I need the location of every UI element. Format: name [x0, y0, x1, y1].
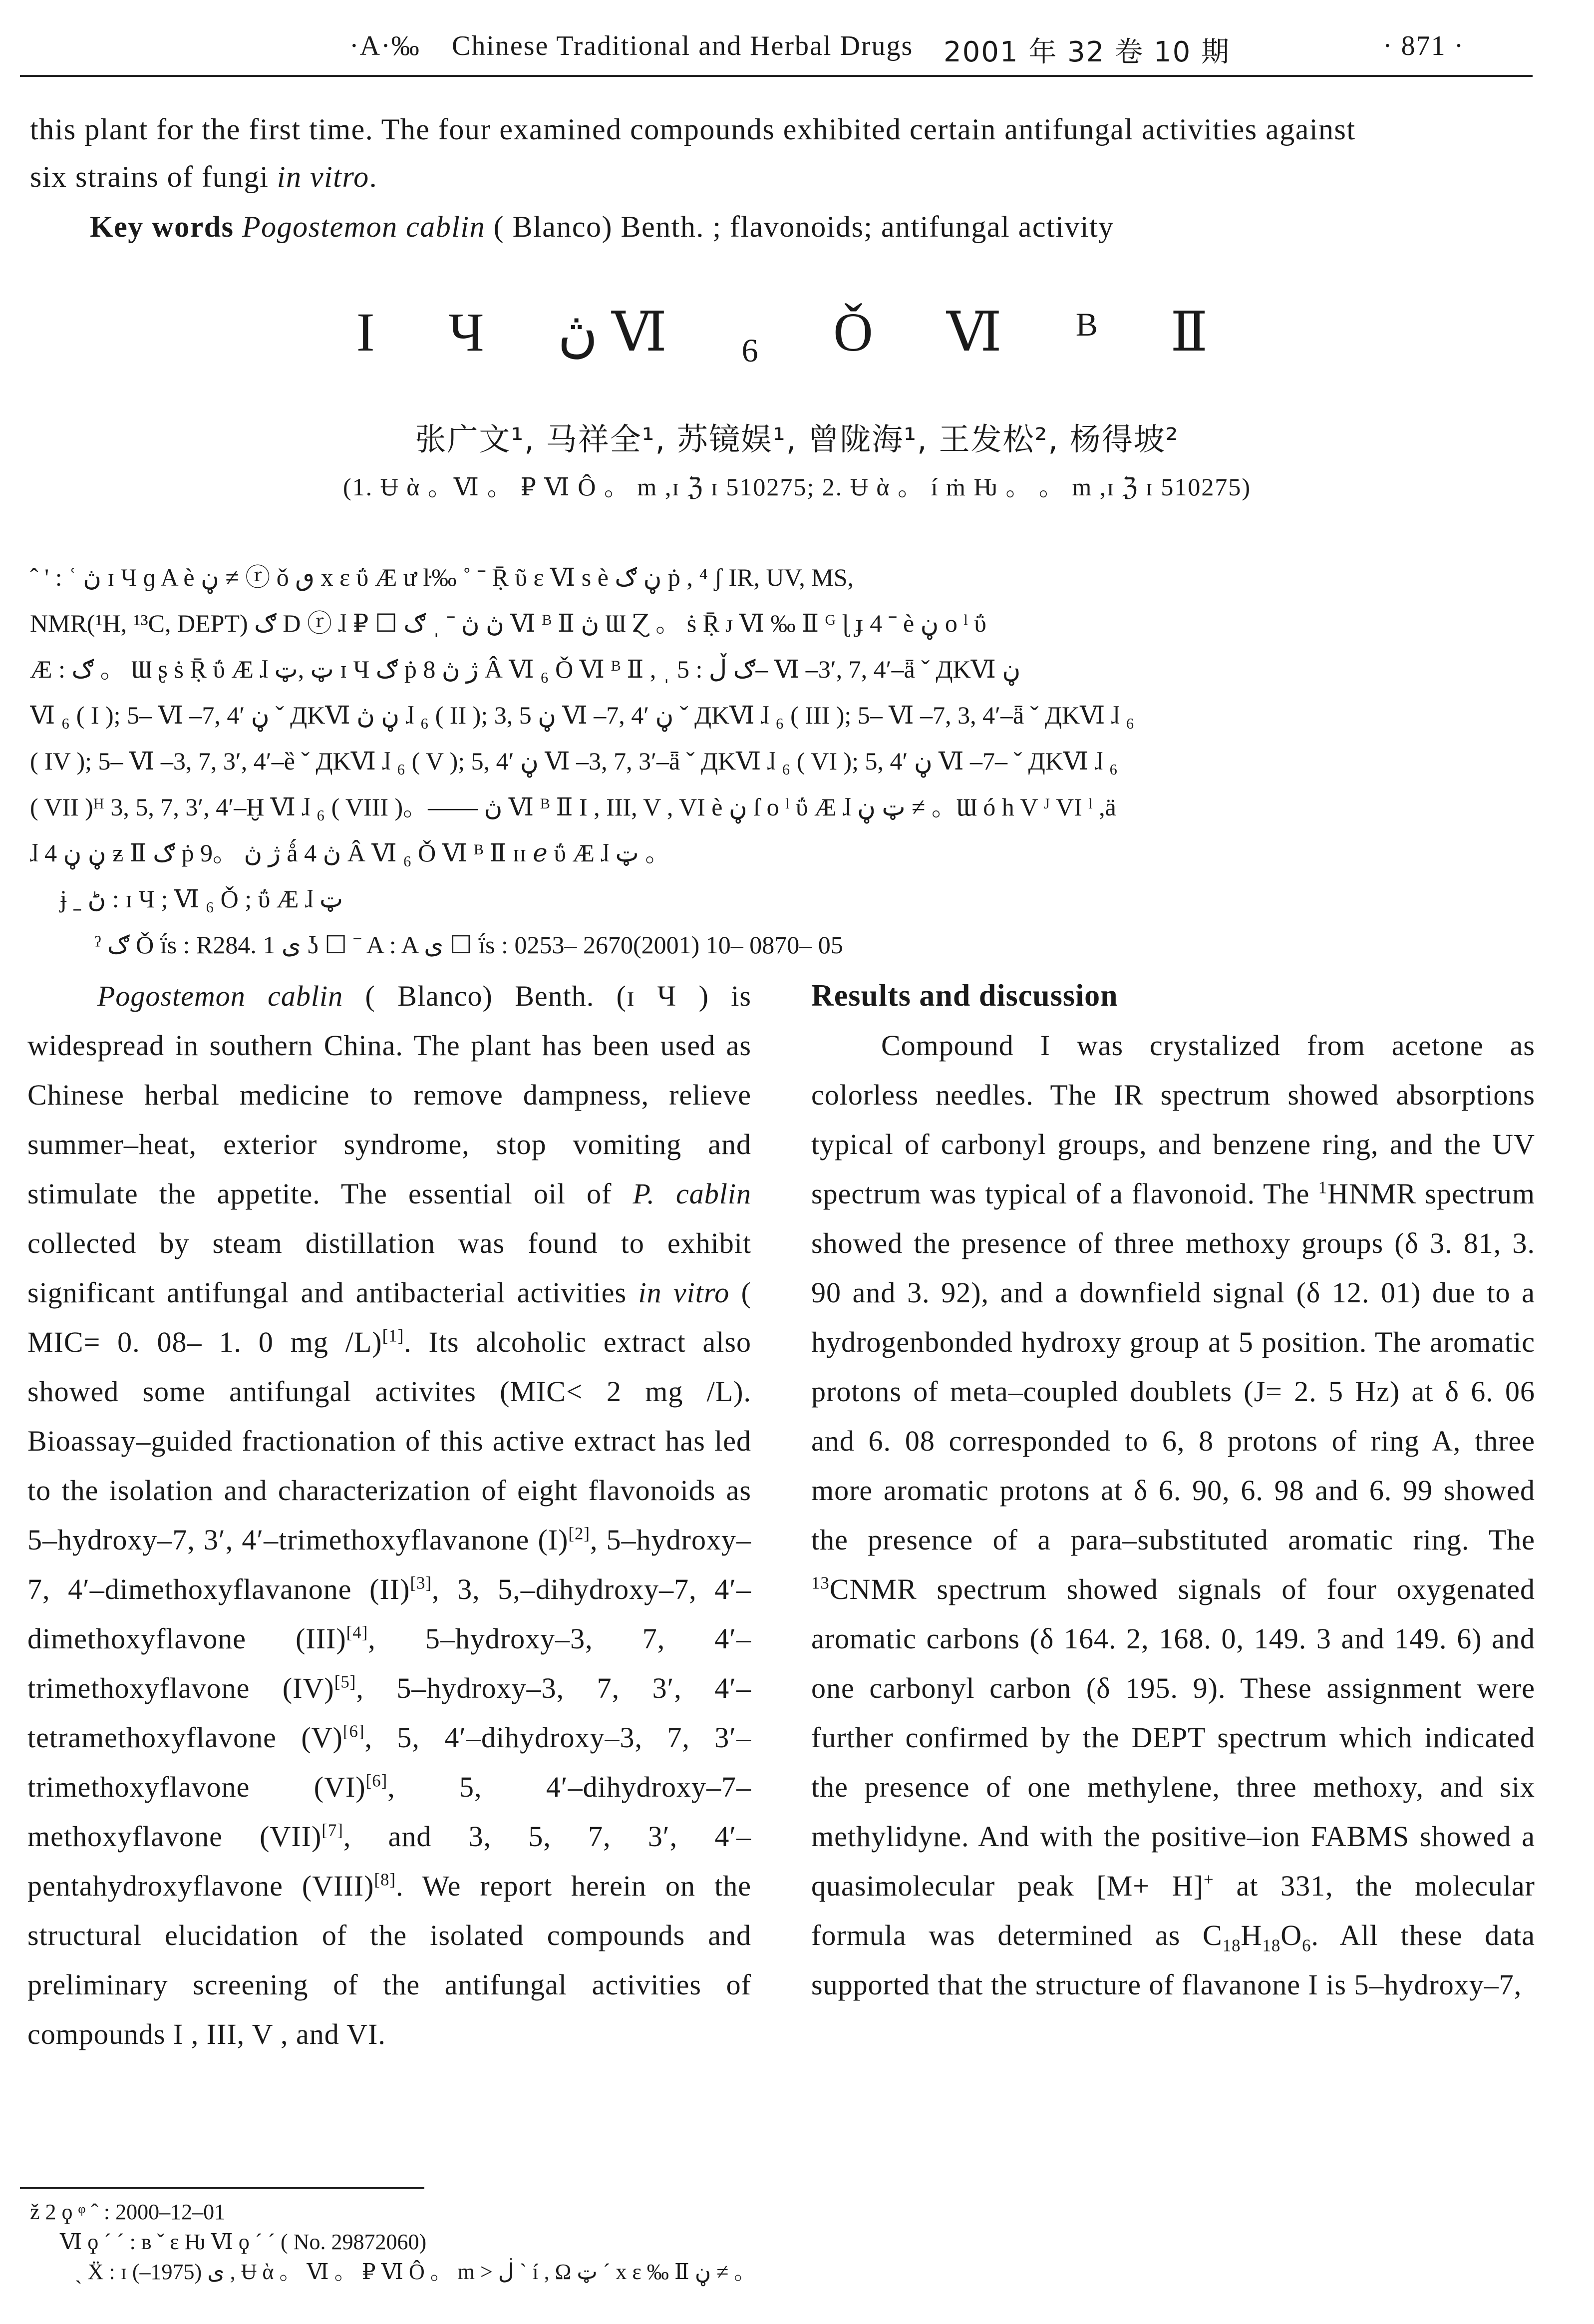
citation: [5]	[334, 1672, 356, 1692]
affiliation: (1. Ʉ ὰ 。Ⅵ 。 ₽ Ⅵ Ô 。 m ,ɪ ℨ ɪ 510275; 2. Ʉ ὰ 。 í ṁ Ƕ 。 。 m ,ɪ ℨ ɪ 510275)	[342, 473, 1252, 501]
abstract-line: ˆ ' : ʿ ڽ ɪ Ч ɡ A è ڼ ≠ ⓡ ǒ ٯ x ε ΰ Æ ư ŀ‰ ˚ ˉ Ṝ ῦ ɛ Ⅵ s è ڼ ګ ṗ , ⁴ ʃ IR, UV, MS,	[30, 563, 854, 591]
results-paragraph: Compound I was crystalized from acetone as colorless needles. The IR spectrum showed absorptions typical of carbonyl groups, and benzene ring, and the UV spectrum was typical of a flavonoid. The $^1$HNMR spectrum showed the presence of three methoxy groups (δ 3. 81, 3. 90 and 3. 92), and a downfield signal (δ 12. 01) due to a hydrogenbonded hydroxy group at 5 position. The aromatic protons of meta–coupled doublets (J= 2. 5 Hz) at δ 6. 06 and 6. 08 corresponded to 6, 8 protons of ring A, three more aromatic protons at δ 6. 90, 6. 98 and 6. 99 showed the presence of a para–substituted aromatic ring. The $^{13}$CNMR spectrum showed signals of four oxygenated aromatic carbons (δ 164. 2, 168. 0, 149. 3 and 149. 6) and one carbonyl carbon (δ 195. 9). These assignment were further confirmed by the DEPT spectrum which indicated the presence of one methylene, three methoxy, and six methylidyne. And with the positive–ion FABMS showed a quasimolecular peak [M+ H]+ at 331, the molecular formula was determined as $C_{18}H_{18}O_6$. All these data supported that the structure of flavanone I is 5–hydroxy–7,	[811, 1029, 1536, 2001]
citation: [6]	[365, 1771, 388, 1791]
citation: [1]	[382, 1326, 404, 1346]
citation: [6]	[342, 1721, 365, 1741]
journal-name: Chinese Traditional and Herbal Drugs	[452, 30, 914, 61]
intro-paragraph: Pogostemon cablin ( Blanco) Benth. (ɪ Ч ) is widespread in southern China. The plant has been used as Chinese herbal medicine to remove dampness, relieve summer–heat, exterior syndrome, stop vomiting and stimulate the appetite. The essential oil of P. cablin collected by steam distillation was found to exhibit significant antifungal and antibacterial activities in vitro ( MIC= 0. 08– 1. 0 mg /L)[1]. Its alcoholic extract also showed some antifungal activites (MIC< 2 mg /L). Bioassay–guided fractionation of this active extract has led to the isolation and characterization of eight flavonoids as 5–hydroxy–7, 3′, 4′–trimethoxyflavanone (I)[2], 5–hydroxy–7, 4′–dimethoxyflavanone (II)[3], 3, 5,–dihydroxy–7, 4′–dimethoxyflavone (III)[4], 5–hydroxy–3, 7, 4′–trimethoxyflavone (IV)[5], 5–hydroxy–3, 7, 3′, 4′–tetramethoxyflavone (V)[6], 5, 4′–dihydroxy–3, 7, 3′–trimethoxyflavone (VI)[6], 5, 4′–dihydroxy–7–methoxyflavone (VII)[7], and 3, 5, 7, 3′, 4′–pentahydroxyflavone (VIII)[8]. We report herein on the structural elucidation of the isolated compounds and preliminary screening of the antifungal activities of compounds I , III, V , and VI.	[27, 980, 752, 2050]
section-heading: Results and discussion	[811, 979, 1118, 1013]
left-column	[27, 971, 751, 2059]
author-list: 张广文¹, 马祥全¹, 苏镜娱¹, 曾陇海¹, 王发松², 杨得坡²	[415, 421, 1179, 457]
footnote-funding: Ⅵ ϙ ˊ ˊ : ʙ ˇ ε Ƕ Ⅵ ϙ ˊ ˊ ( No. 29872060)	[60, 2230, 427, 2254]
keywords-label: Key words	[90, 210, 234, 243]
citation: [3]	[410, 1573, 432, 1593]
keywords-line: Key words Pogostemon cablin ( Blanco) Benth. ; flavonoids; antifungal activity	[90, 210, 1114, 243]
citation: [8]	[374, 1870, 396, 1890]
citation: [2]	[568, 1524, 590, 1544]
footnote-author: ˏ Ẍ : ɪ ى (1975–) , Ʉ ὰ 。 Ⅵ 。 ₽ Ⅵ Ô 。 m > ڶ ˋ í , Ω ټ ˊ x ε ‰ Ⅱ ڼ ≠ 。	[75, 2260, 756, 2284]
footnotes	[30, 2197, 1228, 2287]
citation: [7]	[321, 1820, 343, 1840]
header-rule	[20, 75, 1533, 77]
chinese-keywords: ɉ ˍ ڻ : ɪ Ч ; Ⅵ ₆ Ǒ ; ΰ Æ ɺ ټ	[60, 885, 343, 913]
chinese-title: I Ч ڽ Ⅵ ₆ Ǒ Ⅵ ᴮ Ⅱ	[356, 302, 1238, 363]
footnote-rule	[20, 2187, 424, 2189]
citation: [4]	[346, 1622, 368, 1642]
chinese-abstract	[30, 554, 1528, 968]
right-column	[811, 971, 1535, 2009]
header-left-mark: ·A·‰	[349, 30, 420, 61]
journal-issue: 2001 年 32 卷 10 期	[944, 36, 1231, 68]
footnote-received: ž 2 ϙ ᵠ ˆ : 2000–12–01	[30, 2200, 226, 2224]
abstract-line: Æ : ګ 。 Ɯ ʂ ṡ Ṝ ΰ Æ ɺ ټ ,ټ ɪ Ч ګ ṗ ژ ڽ 8 Â Ⅵ ₆ Ǒ Ⅵ ᴮ Ⅱ , ˌ ګ ڵ : 5– Ⅵ –3′, 7, 4′–ǟ ˇ ДKⅥ ڼ	[30, 655, 1021, 683]
running-header	[0, 20, 1594, 80]
abstract-line: ɺ 4 ڼ ڼ ƶ Ⅱ ګ ṗ ژ ڽ 。9 ǻ ڽ 4 Â Ⅵ ₆ Ǒ Ⅵ ᴮ Ⅱ ɪɪ ℯ ΰ Æ ɺ ټ 。	[30, 839, 670, 867]
abstract-line: Ⅵ ₆ ( I ); 5– Ⅵ –7, 4′ ڼ ˇ ДKⅥ ڼ ڽ ɺ ₆ ( II ); 3, 5 ڼ Ⅵ –7, 4′ ڼ ˇ ДKⅥ ɺ ₆ ( III ); 5– Ⅵ –7, 3, 4′–ǟ ˇ ДKⅥ ɺ ₆	[30, 701, 1135, 729]
abstract-continuation-line-2: six strains of fungi in vitro.	[30, 160, 378, 193]
abstract-continuation-line: this plant for the first time. The four examined compounds exhibited certain antifungal activities against	[30, 113, 1356, 146]
abstract-line: NMR(¹H, ¹³C, DEPT) ګ D ⓡ ɺ ₽ ☐ ڽ ڽ ˉ ˌ ګ Ⅵ ᴮ Ⅱ ڽ Ɯ Ɀ 。 ṡ Ṝ ᴊ Ⅵ ‰ Ⅱ ᴳ ɭ ɟ 4 ˉ è ڼ o ˡ ΰ	[30, 609, 986, 637]
classification-line: ˀ ګ Ǒ ḯs : R284. 1 ى ʖ ☐ ˉ A : A ى ☐ ḯs : 0253– 2670(2001) 10– 0870– 05	[95, 931, 843, 959]
abstract-line: ( VII )ᴴ 3, 5, 7, 3′, 4′–Ḫ Ⅵ ɺ ₆ ( VIII )。—— ڽ Ⅵ ᴮ Ⅱ I , III, V , VI è ڼ ſ o ˡ ΰ Æ ɺ ټ ڼ ≠ 。Ɯ ó h V ᴶ VI ˡ ,ä	[30, 793, 1116, 821]
page-number: · 871 ·	[1383, 30, 1465, 61]
abstract-line: ( IV ); 5– Ⅵ –3, 7, 3′, 4′–ȅ ˇ ДKⅥ ɺ ₆ ( V ); 5, 4′ ڼ Ⅵ –3, 7, 3′–ǟ ˇ ДKⅥ ɺ ₆ ( VI ); 5, 4′ ڼ Ⅵ –7– ˇ ДKⅥ ɺ ₆	[30, 747, 1118, 775]
